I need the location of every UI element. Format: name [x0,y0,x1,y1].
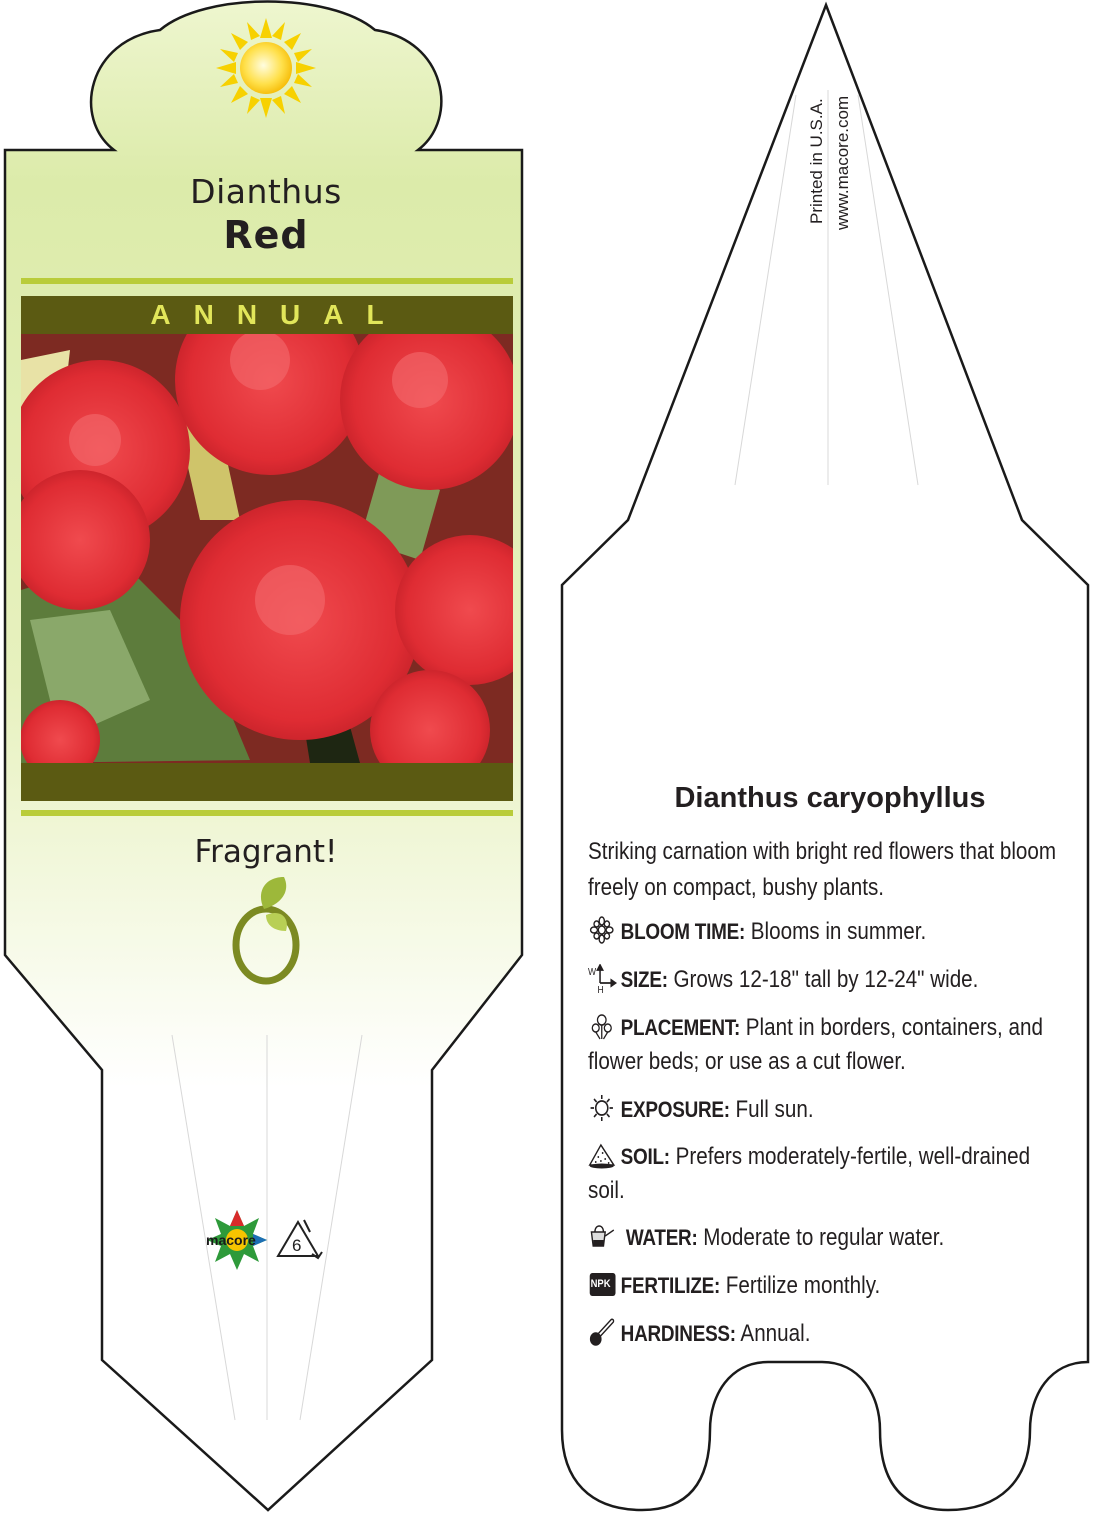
npk-fertilizer-icon [588,1270,617,1298]
care-label: BLOOM TIME: [620,919,746,944]
care-text: Fertilize monthly. [725,1272,881,1299]
care-row-water [588,1221,1061,1255]
recycle-code: 6 [292,1236,302,1255]
care-row-fertilize [588,1269,1061,1303]
care-label: HARDINESS: [620,1321,736,1346]
common-name: Dianthus [190,172,342,211]
soil-pile-icon [588,1141,617,1169]
flower-icon [588,916,617,944]
size-icon-h-letter: H [597,985,604,996]
plant-description: Striking carnation with bright red flowers that bloom freely on compact, bushy plants. [588,838,1057,901]
care-row-exposure [588,1093,1061,1127]
care-row-placement [588,1011,1061,1079]
sun-icon [216,18,316,118]
sun-outline-icon [588,1094,617,1122]
care-text: Blooms in summer. [750,918,927,945]
care-text: Prefers moderately-fertile, well-drained soil. [588,1143,1031,1204]
tagline: Fragrant! [194,834,338,870]
category-label: ANNUAL [150,299,407,330]
care-row-soil [588,1140,1061,1208]
care-row-hardiness [588,1317,1061,1351]
npk-letters: NPK [590,1278,611,1290]
brand-name: macore [206,1232,256,1248]
care-label: SOIL: [620,1144,670,1169]
care-label: WATER: [625,1225,698,1250]
printed-in-label: Printed in U.S.A. [807,98,826,224]
botanical-name: Dianthus caryophyllus [674,782,986,814]
placement-flowers-icon [588,1012,617,1040]
variety-name: Red [223,213,309,257]
thermometer-icon [588,1318,617,1346]
care-text: Plant in borders, containers, and flower beds; or use as a cut flower. [588,1014,1043,1075]
watering-can-icon [588,1222,617,1250]
care-row-size [588,963,1061,997]
website-label: www.macore.com [833,95,852,230]
care-text: Full sun. [735,1096,814,1123]
size-arrows-icon [588,964,617,996]
photo-bottom-band [21,763,513,801]
care-label: SIZE: [620,967,668,992]
top-accent-band [21,278,513,284]
bottom-accent-band [21,810,513,816]
care-label: EXPOSURE: [620,1097,730,1122]
care-text: Grows 12-18" tall by 12-24" wide. [673,966,979,993]
flower-photo [10,285,545,790]
care-row-bloom-time [588,915,1061,949]
size-icon-w-letter: W [588,967,597,978]
care-label: PLACEMENT: [620,1015,741,1040]
care-text: Moderate to regular water. [703,1224,945,1251]
care-text: Annual. [740,1320,811,1347]
care-label: FERTILIZE: [620,1273,721,1298]
